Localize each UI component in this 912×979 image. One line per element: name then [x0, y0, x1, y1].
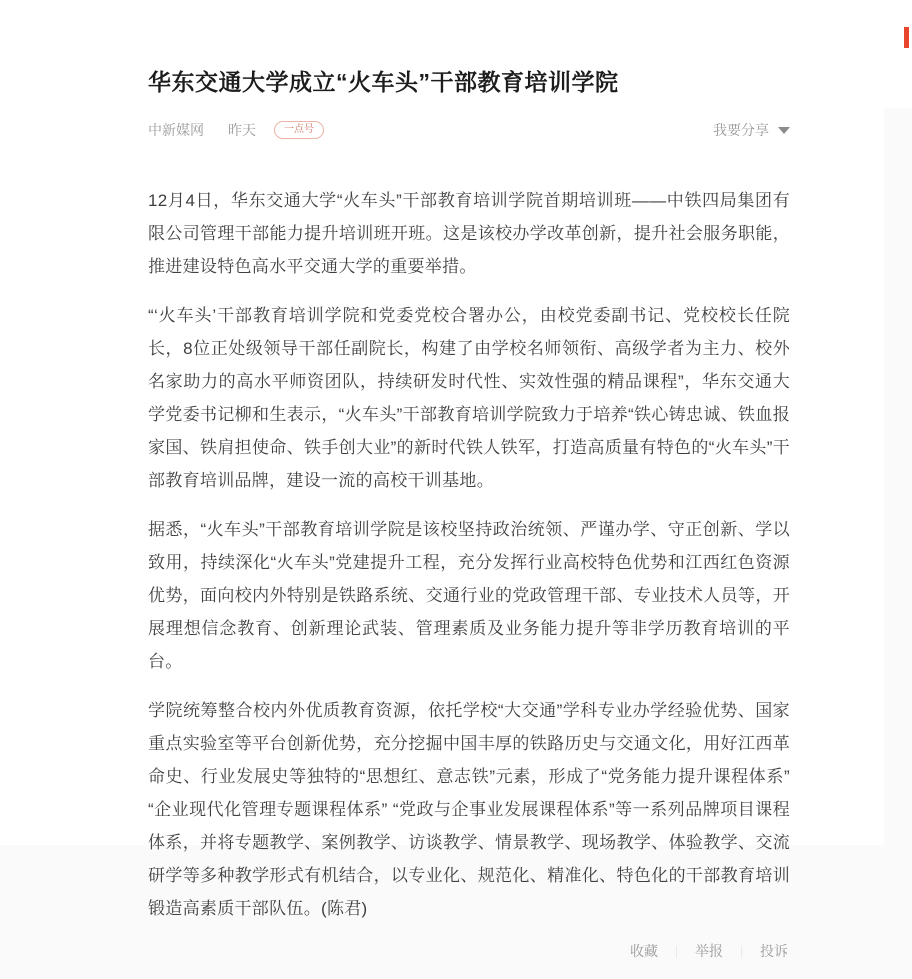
complaint-button[interactable]: 投诉 [760, 943, 788, 959]
scrollbar-thumb[interactable] [904, 27, 909, 48]
article-footer-actions [148, 941, 790, 979]
publish-time: 昨天 [228, 122, 256, 138]
yidianhao-badge[interactable]: 一点号 [274, 121, 324, 139]
article-paragraph: “‘火车头’干部教育培训学院和党委党校合署办公，由校党委副书记、党校校长任院长，8位正处级领导干部任副院长，构建了由学校名师领衔、高级学者为主力、校外名家助力的高水平师资团队，持续研发时代性、实效性强的精品课程”，华东交通大学党委书记柳和生表示，“火车头”干部教育培训学院致力于培养“铁心铸忠诚、铁血报家国、铁肩担使命、铁手创大业”的新时代铁人铁军，打造高质量有特色的“火车头”干部教育培训品牌，建设一流的高校干训基地。 [148, 306, 790, 490]
chevron-down-icon [778, 127, 790, 134]
article-paragraph: 据悉，“火车头”干部教育培训学院是该校坚持政治统领、严谨办学、守正创新、学以致用，持续深化“火车头”党建提升工程，充分发挥行业高校特色优势和江西红色资源优势，面向校内外特别是铁路系统、交通行业的党政管理干部、专业技术人员等，开展理想信念教育、创新理论武装、管理素质及业务能力提升等非学历教育培训的平台。 [148, 520, 790, 671]
article-paragraph: 12月4日，华东交通大学“火车头”干部教育培训学院首期培训班——中铁四局集团有限公司管理干部能力提升培训班开班。这是该校办学改革创新，提升社会服务职能，推进建设特色高水平交通大学的重要举措。 [148, 191, 790, 276]
collect-button[interactable]: 收藏 [629, 943, 658, 959]
share-button-label: 我要分享 [713, 122, 769, 138]
article-content [148, 0, 790, 979]
article-body [148, 184, 790, 925]
footer-separator: ｜ [669, 944, 683, 960]
share-button[interactable] [713, 120, 790, 140]
article-paragraph: 学院统筹整合校内外优质教育资源，依托学校“大交通”学科专业办学经验优势、国家重点实验室等平台创新优势，充分挖掘中国丰厚的铁路历史与交通文化，用好江西革命史、行业发展史等独特的“思想红、意志铁”元素，形成了“党务能力提升课程体系” “企业现代化管理专题课程体系” “党政与企事业发展课程体系”等一系列品牌项目课程体系，并将专题教学、案例教学、访谈教学、情景教学、现场教学、体验教学、交流研学等多种教学形式有机结合，以专业化、规范化、精准化、特色化的干部教育培训锻造高素质干部队伍。(陈君) [148, 701, 790, 918]
article-meta-row [148, 120, 790, 140]
source-name[interactable]: 中新媒网 [148, 122, 204, 138]
page-title: 华东交通大学成立“火车头”干部教育培训学院 [148, 69, 619, 95]
report-button[interactable]: 举报 [694, 943, 723, 959]
footer-separator: ｜ [734, 944, 748, 960]
